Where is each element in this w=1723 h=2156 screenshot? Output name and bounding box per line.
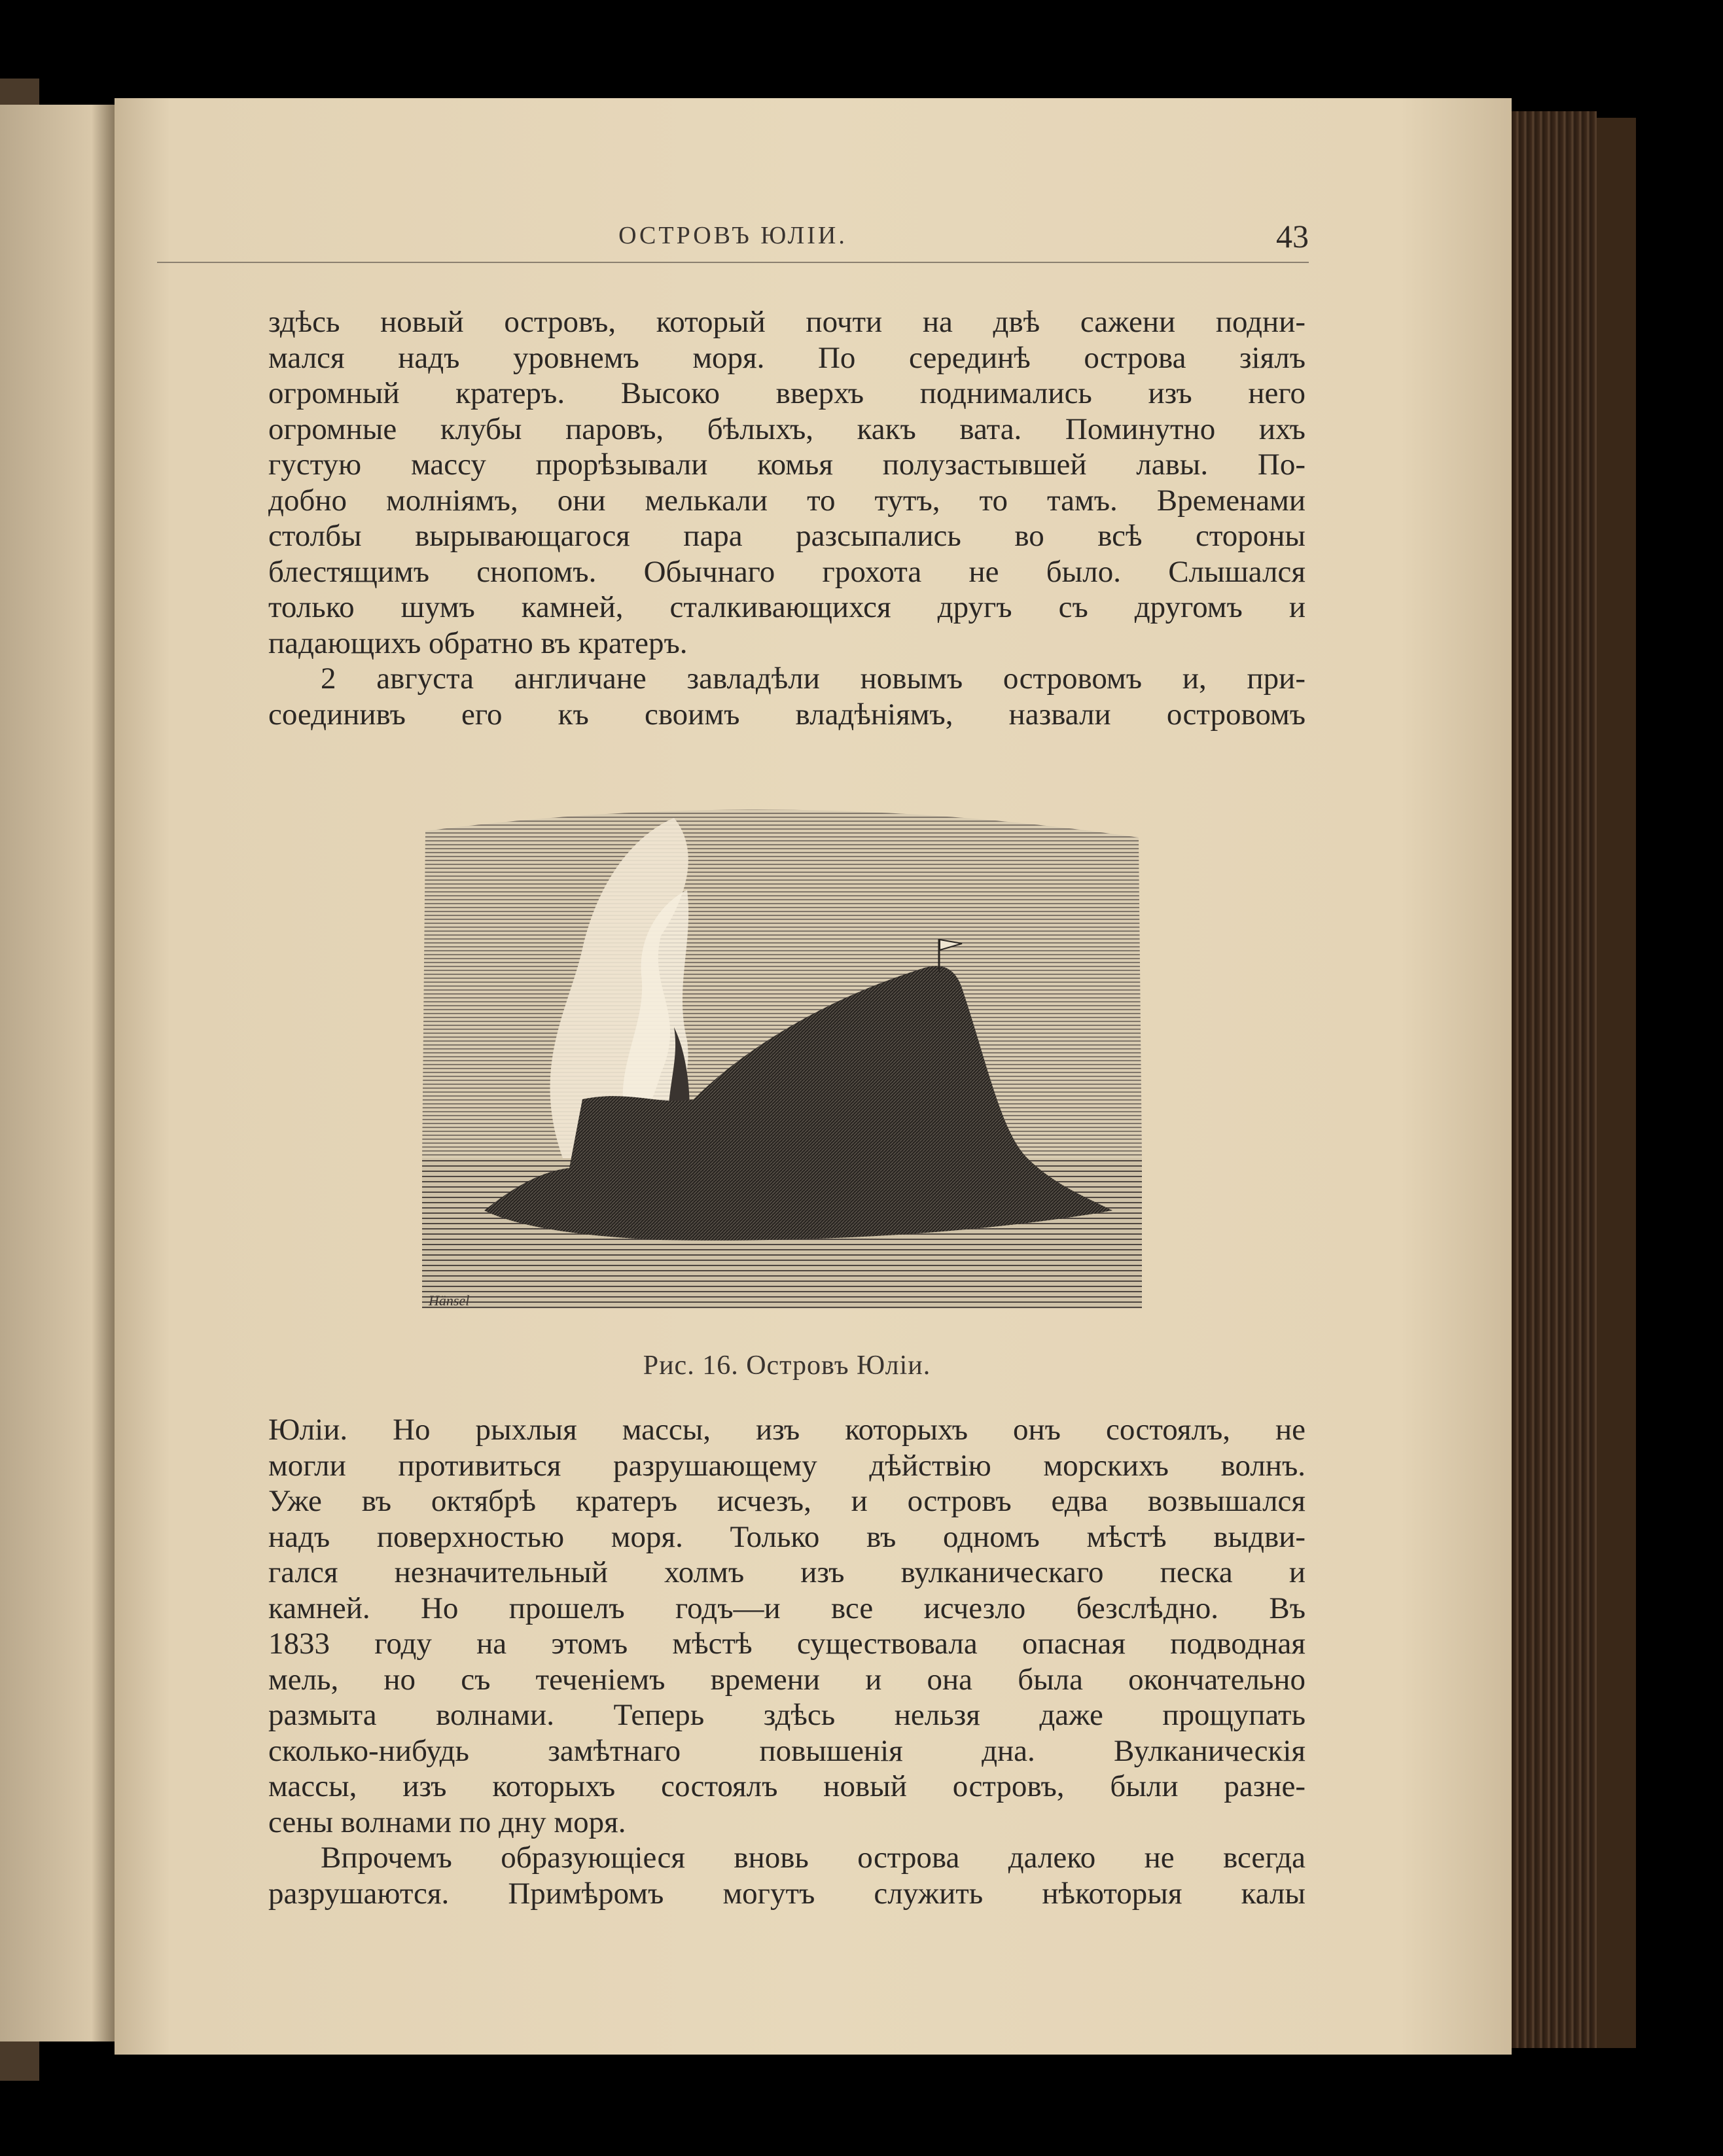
island-engraving [412,792,1155,1312]
book-cover-right [1597,118,1636,2048]
text-line: добно молніямъ, они мелькали то тутъ, то тамъ. Временами [268,483,1306,518]
text-line: могли противиться разрушающему дѣйствію морскихъ волнъ. [268,1448,1306,1483]
text-line: сколько-нибудь замѣтнаго повышенія дна. Вулканическія [268,1733,1306,1768]
text-line: соединивъ его къ своимъ владѣніямъ, назвали островомъ [268,697,1306,732]
text-line: разрушаются. Примѣромъ могутъ служить нѣкоторыя калы [268,1876,1306,1911]
text-line: огромные клубы паровъ, бѣлыхъ, какъ вата. Поминутно ихъ [268,412,1306,446]
text-block-top [268,304,1306,732]
text-line: мель, но съ теченіемъ времени и она была окончательно [268,1662,1306,1697]
text-line: здѣсь новый островъ, который почти на двѣ сажени подни- [268,305,1306,339]
text-line: падающихъ обратно въ кратеръ. [268,626,688,660]
page-number: 43 [1276,218,1309,255]
running-title: ОСТРОВЪ ЮЛІИ. [618,222,847,249]
text-line: густую массу прорѣзывали комья полузастывшей лавы. По- [268,448,1306,482]
page-header [157,216,1309,263]
text-block-bottom [268,1412,1306,1911]
text-line: мался надъ уровнемъ моря. По серединѣ острова зіялъ [268,340,1306,375]
text-line: гался незначительный холмъ изъ вулканическаго песка и [268,1555,1306,1589]
page-block-edges [1512,111,1597,2048]
text-line: массы, изъ которыхъ состоялъ новый островъ, были разне- [268,1769,1306,1803]
text-line: огромный кратеръ. Высоко вверхъ поднимались изъ него [268,376,1306,410]
text-line: надъ поверхностью моря. Только въ одномъ мѣстѣ выдви- [268,1519,1306,1554]
text-line: блестящимъ снопомъ. Обычнаго грохота не было. Слышался [268,554,1306,589]
text-line: Юліи. Но рыхлыя массы, изъ которыхъ онъ состоялъ, не [268,1413,1306,1447]
text-line: сены волнами по дну моря. [268,1805,626,1839]
text-line: размыта волнами. Теперь здѣсь нельзя даже прощупать [268,1698,1306,1732]
text-line: камней. Но прошелъ годъ—и все исчезло безслѣдно. Въ [268,1591,1306,1625]
text-line: только шумъ камней, сталкивающихся другъ съ другомъ и [268,590,1306,624]
text-line: Впрочемъ образующіеся вновь острова далеко не всегда [321,1841,1306,1875]
text-line: 2 августа англичане завладѣли новымъ островомъ и, при- [321,662,1306,696]
engraver-signature: Hänsel [429,1292,470,1309]
left-page-edge [0,105,115,2041]
text-line: 1833 году на этомъ мѣстѣ существовала опасная подводная [268,1627,1306,1661]
text-line: Уже въ октябрѣ кратеръ исчезъ, и островъ едва возвышался [268,1484,1306,1518]
figure-caption: Рис. 16. Островъ Юліи. [643,1351,931,1381]
text-line: столбы вырывающагося пара разсыпались во всѣ стороны [268,519,1306,553]
